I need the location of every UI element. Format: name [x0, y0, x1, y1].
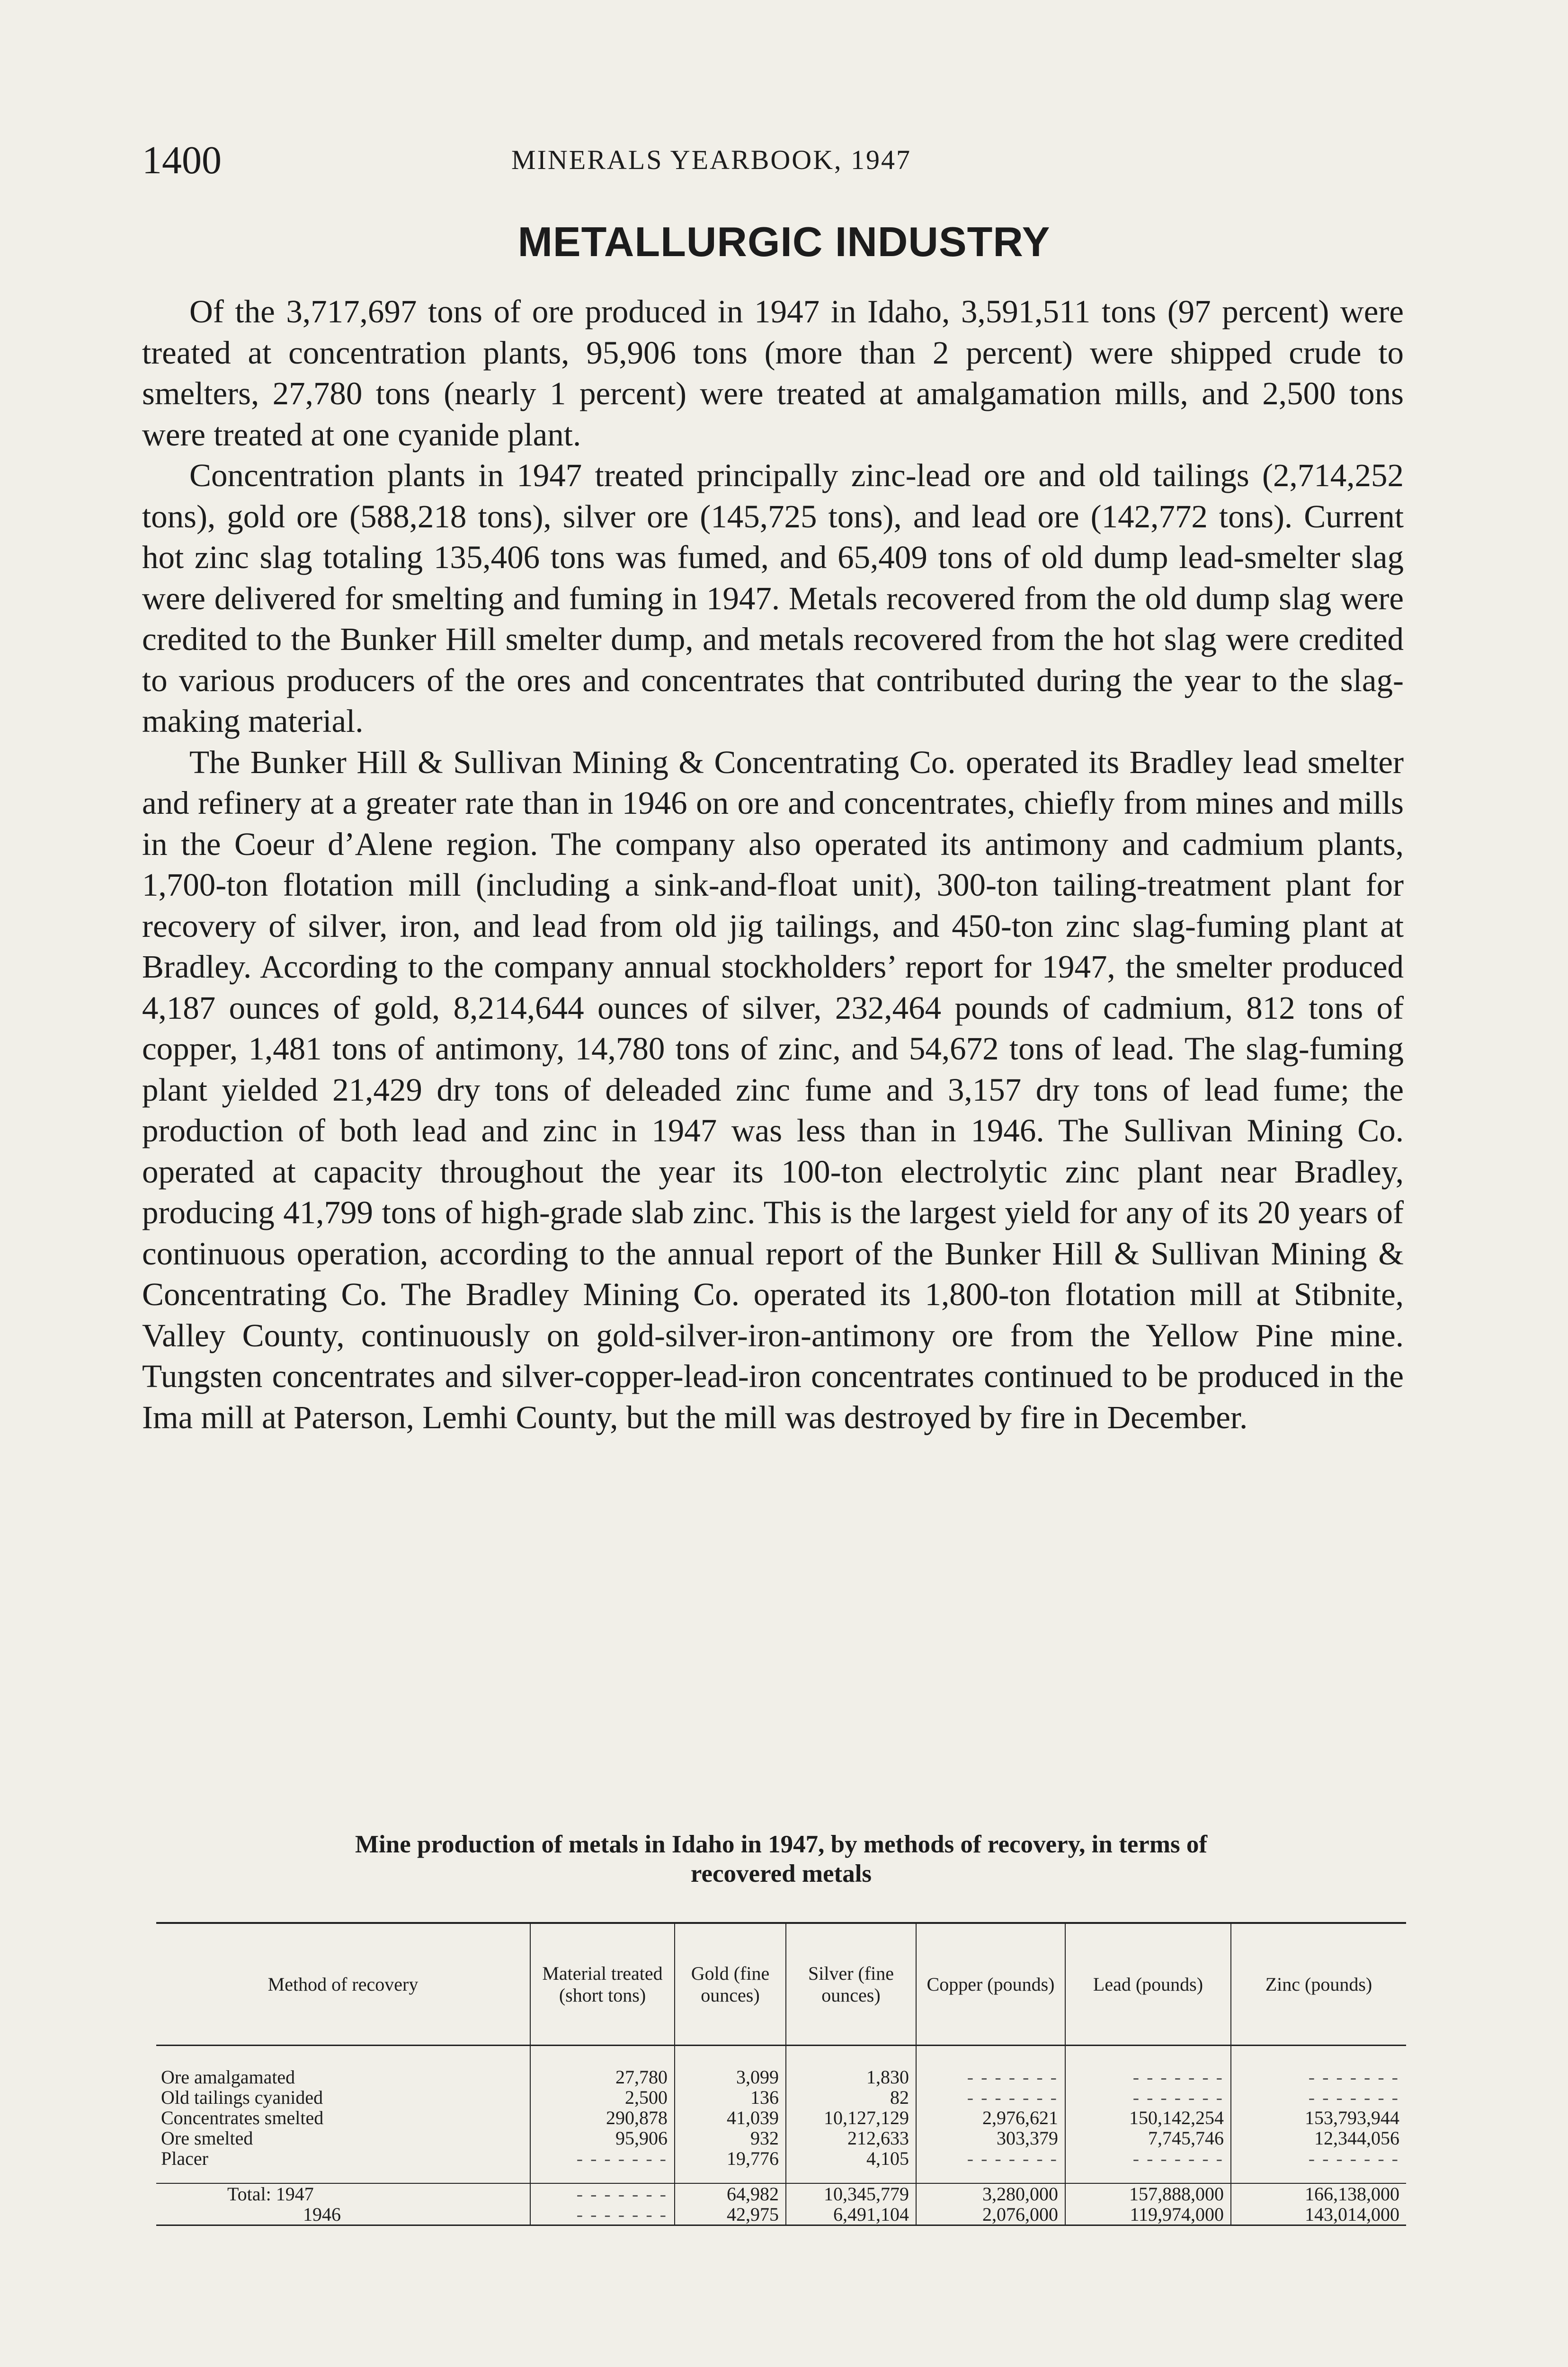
- cell: 290,878: [530, 2108, 675, 2128]
- cell: 7,745,746: [1065, 2128, 1231, 2148]
- total-row-1947: [156, 2183, 1406, 2204]
- column-header-silver: Silver (fine ounces): [786, 1923, 916, 2046]
- cell: 10,345,779: [786, 2183, 916, 2204]
- row-label: Old tailings cyanided: [161, 2087, 323, 2108]
- cell: 42,975: [675, 2204, 786, 2225]
- cell: 3,099: [675, 2046, 786, 2088]
- cell: 95,906: [530, 2128, 675, 2148]
- cell: 27,780: [530, 2046, 675, 2088]
- cell: 82: [786, 2087, 916, 2108]
- production-table-wrapper: [156, 1922, 1406, 2226]
- column-header-method: Method of recovery: [156, 1923, 530, 2046]
- empty-cell-dash: - - - - - - -: [576, 2148, 668, 2169]
- row-label: Total: 1947: [156, 2183, 530, 2204]
- cell: 12,344,056: [1231, 2128, 1406, 2148]
- table-row: [156, 2148, 1406, 2183]
- cell: [1231, 2087, 1406, 2108]
- section-title: METALLURGIC INDUSTRY: [517, 218, 1051, 265]
- cell: [1065, 2148, 1231, 2183]
- cell: [530, 2204, 675, 2225]
- empty-cell-dash: - - - - - - -: [1308, 2087, 1399, 2108]
- empty-cell-dash: - - - - - - -: [967, 2066, 1058, 2088]
- cell: 150,142,254: [1065, 2108, 1231, 2128]
- paragraph-1: Of the 3,717,697 tons of ore produced in 1947 in Idaho, 3,591,511 tons (97 percent) were treated at concentration plants, 95,906 tons (more than 2 percent) were shipped crude to smelters, 27,780 tons (nearly 1 percent) were treated at amalgamation mills, and 2,500 tons were treated at one cyanide plant.: [142, 294, 1404, 453]
- table-caption-line-2: recovered metals: [690, 1860, 872, 1887]
- production-table: [156, 1922, 1406, 2226]
- cell: 166,138,000: [1231, 2183, 1406, 2204]
- cell: 2,500: [530, 2087, 675, 2108]
- cell: 157,888,000: [1065, 2183, 1231, 2204]
- empty-cell-dash: - - - - - - -: [1308, 2066, 1399, 2088]
- cell: 4,105: [786, 2148, 916, 2183]
- cell: [1065, 2046, 1231, 2088]
- column-header-gold: Gold (fine ounces): [675, 1923, 786, 2046]
- cell: 64,982: [675, 2183, 786, 2204]
- row-label: Ore smelted: [161, 2127, 253, 2149]
- cell: 136: [675, 2087, 786, 2108]
- body-text: [142, 291, 1404, 1438]
- column-header-material: Material treated (short tons): [530, 1923, 675, 2046]
- table-row: [156, 2046, 1406, 2088]
- column-header-lead: Lead (pounds): [1065, 1923, 1231, 2046]
- empty-cell-dash: - - - - - - -: [967, 2087, 1058, 2108]
- cell: [916, 2148, 1065, 2183]
- cell: [1231, 2148, 1406, 2183]
- empty-cell-dash: - - - - - - -: [1132, 2066, 1224, 2088]
- empty-cell-dash: - - - - - - -: [1308, 2148, 1399, 2169]
- page-header: [142, 137, 1416, 189]
- cell: [916, 2046, 1065, 2088]
- empty-cell-dash: - - - - - - -: [576, 2204, 668, 2225]
- cell: 1,830: [786, 2046, 916, 2088]
- table-caption: [156, 1830, 1406, 1888]
- row-label: Placer: [161, 2148, 208, 2169]
- table-caption-line-1: Mine production of metals in Idaho in 1947, by methods of recovery, in terms of: [355, 1831, 1207, 1858]
- row-label: Ore amalgamated: [161, 2066, 295, 2088]
- empty-cell-dash: - - - - - - -: [967, 2148, 1058, 2169]
- row-label: 1946: [156, 2204, 530, 2225]
- paragraph-2: Concentration plants in 1947 treated principally zinc-lead ore and old tailings (2,714,252 tons), gold ore (588,218 tons), silver ore (145,725 tons), and lead ore (142,772 tons). Current hot zinc slag totaling 135,406 tons was fumed, and 65,409 tons of old dump lead-smelter slag were delivered for smelting and fuming in 1947. Metals recovered from the old dump slag were credited to the Bunker Hill smelter dump, and metals recovered from the hot slag were credited to various producers of the ores and concentrates that contributed during the year to the slag-making material.: [142, 457, 1404, 739]
- cell: 143,014,000: [1231, 2204, 1406, 2225]
- empty-cell-dash: - - - - - - -: [1132, 2087, 1224, 2108]
- table-header-row: [156, 1923, 1406, 2046]
- column-header-copper: Copper (pounds): [916, 1923, 1065, 2046]
- running-head: MINERALS YEARBOOK, 1947: [511, 144, 912, 175]
- cell: [530, 2148, 675, 2183]
- cell: 41,039: [675, 2108, 786, 2128]
- paragraph-3: The Bunker Hill & Sullivan Mining & Concentrating Co. operated its Bradley lead smelter and refinery at a greater rate than in 1946 on ore and concentrates, chiefly from mines and mills in the Coeur d’Alene region. The company also operated its antimony and cadmium plants, 1,700-ton flotation mill (including a sink-and-float unit), 300-ton tailing-treatment plant for recovery of silver, iron, and lead from old jig tailings, and 450-ton zinc slag-fuming plant at Bradley. According to the company annual stockholders’ report for 1947, the smelter produced 4,187 ounces of gold, 8,214,644 ounces of silver, 232,464 pounds of cadmium, 812 tons of copper, 1,481 tons of antimony, 14,780 tons of zinc, and 54,672 tons of lead. The slag-fuming plant yielded 21,429 dry tons of deleaded zinc fume and 3,157 dry tons of lead fume; the production of both lead and zinc in 1947 was less than in 1946. The Sullivan Mining Co. operated at capacity throughout the year its 100-ton electrolytic zinc plant near Bradley, producing 41,799 tons of high-grade slab zinc. This is the largest yield for any of its 20 years of continuous operation, according to the annual report of the Bunker Hill & Sullivan Mining & Concentrating Co. The Bradley Mining Co. operated its 1,800-ton flotation mill at Stibnite, Valley County, continuously on gold-silver-iron-antimony ore from the Yellow Pine mine. Tungsten concentrates and silver-copper-lead-iron concentrates continued to be produced in the Ima mill at Paterson, Lemhi County, but the mill was destroyed by fire in December.: [142, 744, 1404, 1435]
- cell: 2,976,621: [916, 2108, 1065, 2128]
- cell: [1231, 2046, 1406, 2088]
- empty-cell-dash: - - - - - - -: [1132, 2148, 1224, 2169]
- cell: 932: [675, 2128, 786, 2148]
- empty-cell-dash: - - - - - - -: [576, 2183, 668, 2205]
- cell: [916, 2087, 1065, 2108]
- column-header-zinc: Zinc (pounds): [1231, 1923, 1406, 2046]
- cell: 10,127,129: [786, 2108, 916, 2128]
- cell: 119,974,000: [1065, 2204, 1231, 2225]
- cell: 2,076,000: [916, 2204, 1065, 2225]
- table-row: [156, 2087, 1406, 2108]
- cell: [1065, 2087, 1231, 2108]
- cell: [530, 2183, 675, 2204]
- total-row-1946: [156, 2204, 1406, 2225]
- row-label: Concentrates smelted: [161, 2107, 324, 2128]
- cell: 212,633: [786, 2128, 916, 2148]
- cell: 3,280,000: [916, 2183, 1065, 2204]
- cell: 153,793,944: [1231, 2108, 1406, 2128]
- cell: 6,491,104: [786, 2204, 916, 2225]
- page-number: 1400: [142, 138, 222, 182]
- cell: 19,776: [675, 2148, 786, 2183]
- cell: 303,379: [916, 2128, 1065, 2148]
- table-row: [156, 2128, 1406, 2148]
- table-row: [156, 2108, 1406, 2128]
